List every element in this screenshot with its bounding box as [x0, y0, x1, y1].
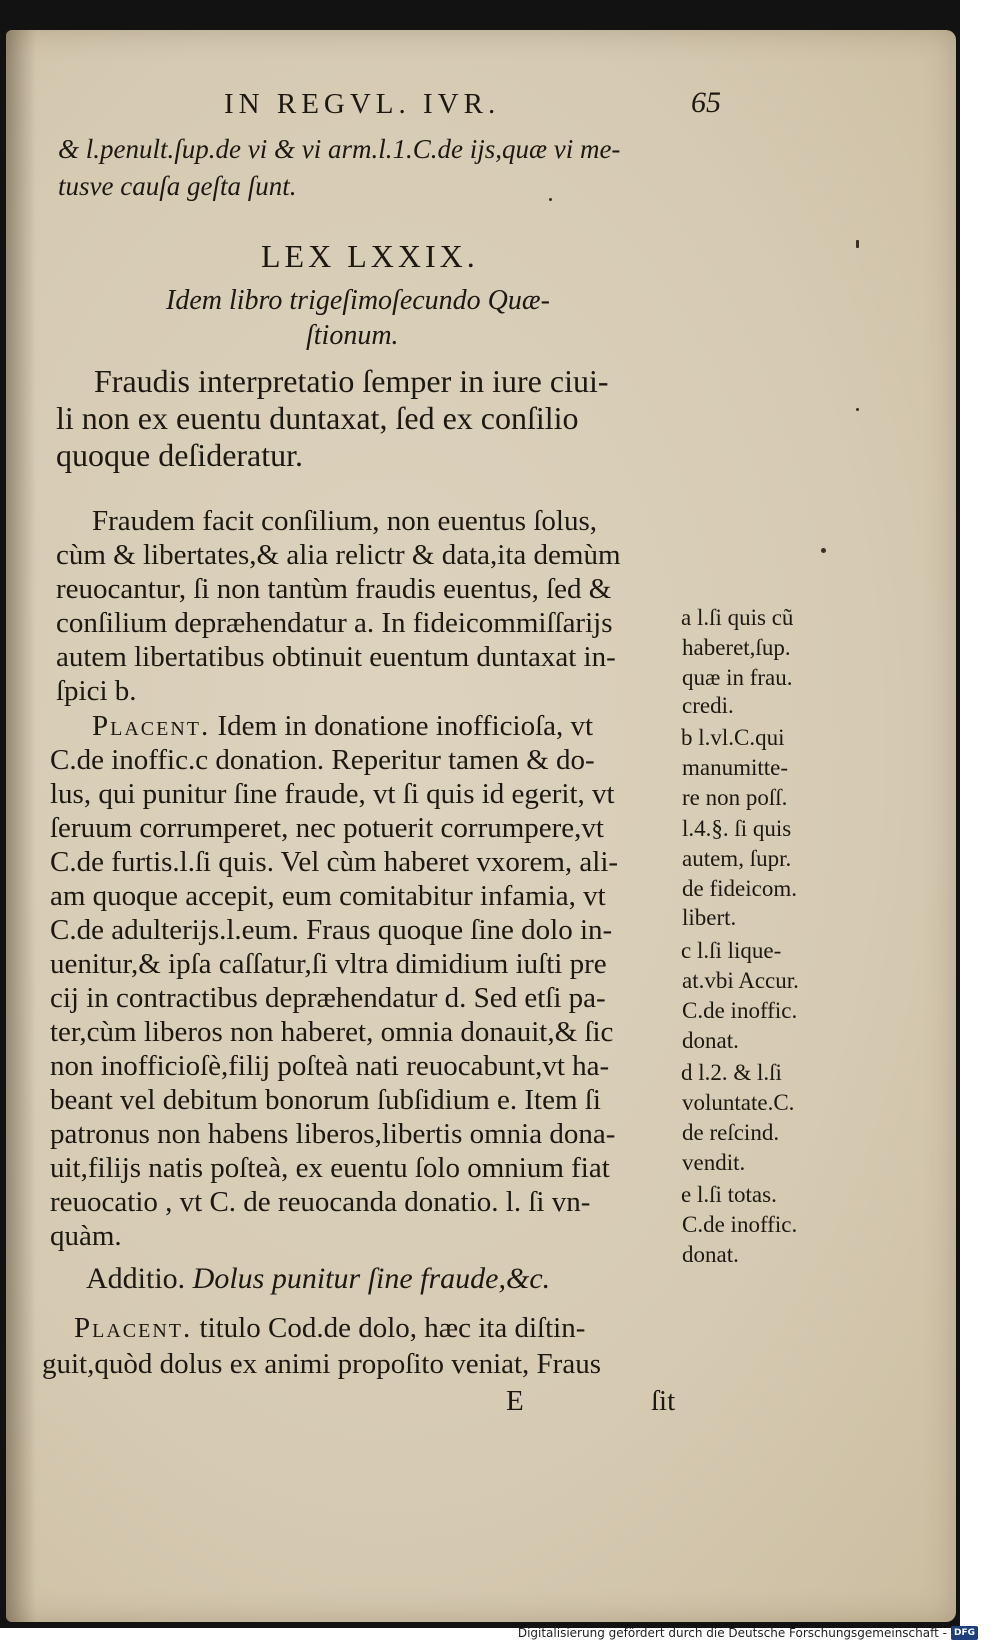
margin-note-line: re non poſſ. [682, 785, 788, 810]
lex-subtitle-line-2: ſtionum. [306, 320, 399, 351]
placent-line: non inofficioſè,filij poſteà nati reuocabunt,vt ha- [50, 1050, 610, 1082]
margin-note-line: l.4.§. ſi quis [682, 816, 792, 841]
lex-subtitle-line-1: Idem libro trigeſimoſecundo Quæ- [166, 285, 550, 316]
glossa-line: cùm & libertates,& alia relictr & data,ita demùm [56, 539, 621, 571]
placent-line: C.de furtis.l.ſi quis. Vel cùm haberet vxorem, ali- [50, 846, 619, 878]
margin-note-line: c l.ſi lique- [681, 938, 782, 963]
carry-over-line-1: & l.penult.ſup.de vi & vi arm.l.1.C.de ijs,quæ vi me- [58, 134, 621, 164]
margin-note-line: credi. [682, 693, 734, 718]
margin-note-line: C.de inoffic. [682, 998, 798, 1023]
paper-speck [821, 548, 826, 553]
glossa-line: ſpici b. [56, 675, 137, 707]
margin-note-line: e l.ſi totas. [681, 1182, 777, 1207]
footer-credit: Digitalisierung gefördert durch die Deutsche Forschungsgemeinschaft - [517, 1625, 947, 1640]
placent2-line: guit,quòd dolus ex animi propoſito veniat, Fraus [42, 1348, 602, 1380]
lex-text-line: li non ex euentu duntaxat, ſed ex conſilio [56, 400, 579, 436]
placent2-line: Placent. titulo Cod.de dolo, hæc ita diſtin- [74, 1312, 586, 1344]
placent-line: lus, qui punitur ſine fraude, vt ſi quis id egerit, vt [50, 778, 615, 810]
placent-line: Placent. Idem in donatione inofficioſa, vt [92, 710, 594, 742]
margin-note-line: b l.vl.C.qui [681, 725, 785, 750]
dfg-logo-badge: DFG [951, 1626, 978, 1640]
placent-line: ter,cùm liberos non haberet, omnia donauit,& ſic [50, 1016, 614, 1048]
margin-note-line: d l.2. & l.ſi [681, 1060, 782, 1085]
placent-line: quàm. [50, 1220, 122, 1252]
glossa-line: reuocantur, ſi non tantùm fraudis euentus, ſed & [56, 573, 612, 605]
margin-note-line: autem, ſupr. [682, 846, 792, 871]
paper-speck [549, 198, 552, 201]
carry-over-line-2: tusve cauſa geſta ſunt. [58, 171, 297, 201]
margin-note-line: de reſcind. [682, 1120, 780, 1145]
signature-mark: E [506, 1385, 524, 1417]
book-page [6, 30, 956, 1622]
margin-note-line: libert. [682, 905, 737, 930]
margin-note-line: C.de inoffic. [682, 1212, 798, 1237]
digitization-footer [518, 1624, 978, 1641]
placent-line: beant vel debitum bonorum ſubſidium e. Item ſi [50, 1084, 601, 1116]
placent-line: C.de inoffic.c donation. Reperitur tamen & do- [50, 744, 595, 776]
paper-speck [856, 240, 859, 248]
placent-line: cij in contractibus depræhendatur d. Sed etſi pa- [50, 982, 606, 1014]
page-number: 65 [691, 86, 721, 119]
margin-note-line: vendit. [682, 1150, 746, 1175]
catchword: ſit [651, 1385, 676, 1417]
margin-note-line: haberet,ſup. [682, 635, 791, 660]
margin-note-line: quæ in frau. [682, 665, 793, 690]
glossa-line: Fraudem facit conſilium, non euentus ſolus, [92, 505, 597, 537]
additio-line: Additio. Dolus punitur ſine fraude,&c. [86, 1262, 551, 1295]
margin-note-line: manumitte- [682, 755, 789, 780]
placent-line: am quoque accepit, eum comitabitur infamia, vt [50, 880, 606, 912]
margin-note-line: donat. [682, 1028, 739, 1053]
placent-line: uit,filijs natis poſteà, ex euentu ſolo omnium fiat [50, 1152, 610, 1184]
margin-note-line: donat. [682, 1242, 739, 1267]
placent-line: reuocatio , vt C. de reuocanda donatio. l. ſi vn- [50, 1186, 591, 1218]
paper-speck [856, 408, 859, 411]
glossa-line: autem libertatibus obtinuit euentum duntaxat in- [56, 641, 616, 673]
running-title: IN REGVL. IVR. [224, 88, 501, 120]
placent-line: ſeruum corrumperet, nec potuerit corrumpere,vt [50, 812, 604, 844]
margin-note-line: a l.ſi quis cũ [681, 605, 794, 630]
margin-note-line: at.vbi Accur. [682, 968, 799, 993]
margin-note-line: de fideicom. [682, 876, 797, 901]
placent-line: patronus non habens liberos,libertis omnia dona- [50, 1118, 616, 1150]
lex-text-line: Fraudis interpretatio ſemper in iure ciui- [94, 363, 609, 399]
glossa-line: conſilium depræhendatur a. In fideicommiſſarijs [56, 607, 613, 639]
placent-line: C.de adulterijs.l.eum. Fraus quoque ſine dolo in- [50, 914, 613, 946]
margin-note-line: voluntate.C. [682, 1090, 795, 1115]
lex-title: LEX LXXIX. [261, 238, 479, 274]
placent-line: uenitur,& ipſa caſſatur,ſi vltra dimidium iuſti pre [50, 948, 607, 980]
lex-text-line: quoque deſideratur. [56, 437, 304, 473]
